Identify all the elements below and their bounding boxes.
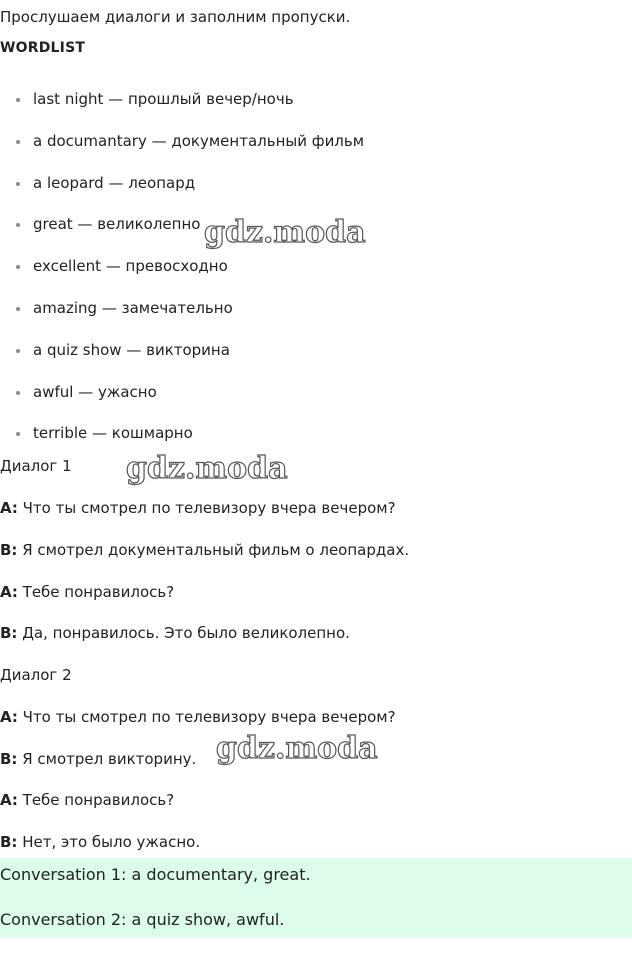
dialog-line bbox=[0, 497, 396, 519]
wordlist-entry: a quiz show — викторина bbox=[33, 340, 230, 359]
wordlist-entry: last night — прошлый вечер/ночь bbox=[33, 90, 294, 108]
bullet-icon bbox=[16, 391, 20, 395]
speaker-label: B: bbox=[0, 541, 18, 559]
dialog-line bbox=[0, 748, 196, 770]
dialog-text: Тебе понравилось? bbox=[17, 583, 175, 601]
watermark-logo bbox=[212, 728, 402, 768]
wordlist-entry: terrible — кошмарно bbox=[33, 424, 193, 443]
bullet-icon bbox=[16, 182, 20, 186]
dialog-text: Что ты смотрел по телевизору вчера вечером? bbox=[17, 499, 396, 517]
dialog-line bbox=[0, 789, 174, 811]
watermark-logo bbox=[200, 212, 390, 252]
bullet-icon bbox=[16, 307, 20, 311]
dialog-line bbox=[0, 622, 350, 644]
wordlist-entry: a leopard — леопард bbox=[33, 173, 196, 192]
bullet-icon bbox=[16, 265, 20, 269]
dialog-line bbox=[0, 706, 396, 728]
dialog-line bbox=[0, 831, 200, 853]
wordlist-heading: WORDLIST bbox=[0, 40, 86, 56]
wordlist-entry: excellent — превосходно bbox=[33, 257, 228, 276]
answer-box bbox=[0, 858, 632, 938]
dialog-text: Я смотрел документальный фильм о леопардах. bbox=[17, 541, 410, 559]
dialog-text: Да, понравилось. Это было великолепно. bbox=[17, 624, 350, 642]
answer-line: Conversation 2: a quiz show, awful. bbox=[0, 910, 285, 929]
dialog-line bbox=[0, 581, 174, 603]
svg-text:gdz.moda: gdz.moda bbox=[126, 451, 288, 486]
speaker-label: B: bbox=[0, 833, 18, 851]
dialog-text: Нет, это было ужасно. bbox=[17, 833, 201, 851]
bullet-icon bbox=[16, 223, 20, 227]
dialog-text: Тебе понравилось? bbox=[17, 791, 175, 809]
dialog-text: Я смотрел викторину. bbox=[17, 750, 197, 768]
dialog-line bbox=[0, 539, 409, 561]
wordlist-entry: a documantary — документальный фильм bbox=[33, 131, 365, 150]
speaker-label: A: bbox=[0, 499, 18, 517]
intro-text: Прослушаем диалоги и заполним пропуски. bbox=[0, 8, 351, 26]
answer-line: Conversation 1: a documentary, great. bbox=[0, 865, 311, 884]
svg-text:gdz.moda: gdz.moda bbox=[204, 215, 366, 250]
bullet-icon bbox=[16, 98, 20, 102]
bullet-icon bbox=[16, 432, 20, 436]
watermark-logo bbox=[122, 448, 312, 488]
bullet-icon bbox=[16, 140, 20, 144]
svg-text:gdz.moda: gdz.moda bbox=[216, 731, 378, 766]
speaker-label: A: bbox=[0, 791, 18, 809]
speaker-label: B: bbox=[0, 624, 18, 642]
wordlist-entry: great — великолепно bbox=[33, 215, 201, 234]
dialog-1-title: Диалог 1 bbox=[0, 457, 72, 475]
wordlist-entry: awful — ужасно bbox=[33, 382, 157, 401]
dialog-2-title: Диалог 2 bbox=[0, 666, 72, 684]
wordlist-entry: amazing — замечательно bbox=[33, 298, 233, 317]
speaker-label: B: bbox=[0, 750, 18, 768]
speaker-label: A: bbox=[0, 708, 18, 726]
dialog-text: Что ты смотрел по телевизору вчера вечером? bbox=[17, 708, 396, 726]
bullet-icon bbox=[16, 349, 20, 353]
speaker-label: A: bbox=[0, 583, 18, 601]
